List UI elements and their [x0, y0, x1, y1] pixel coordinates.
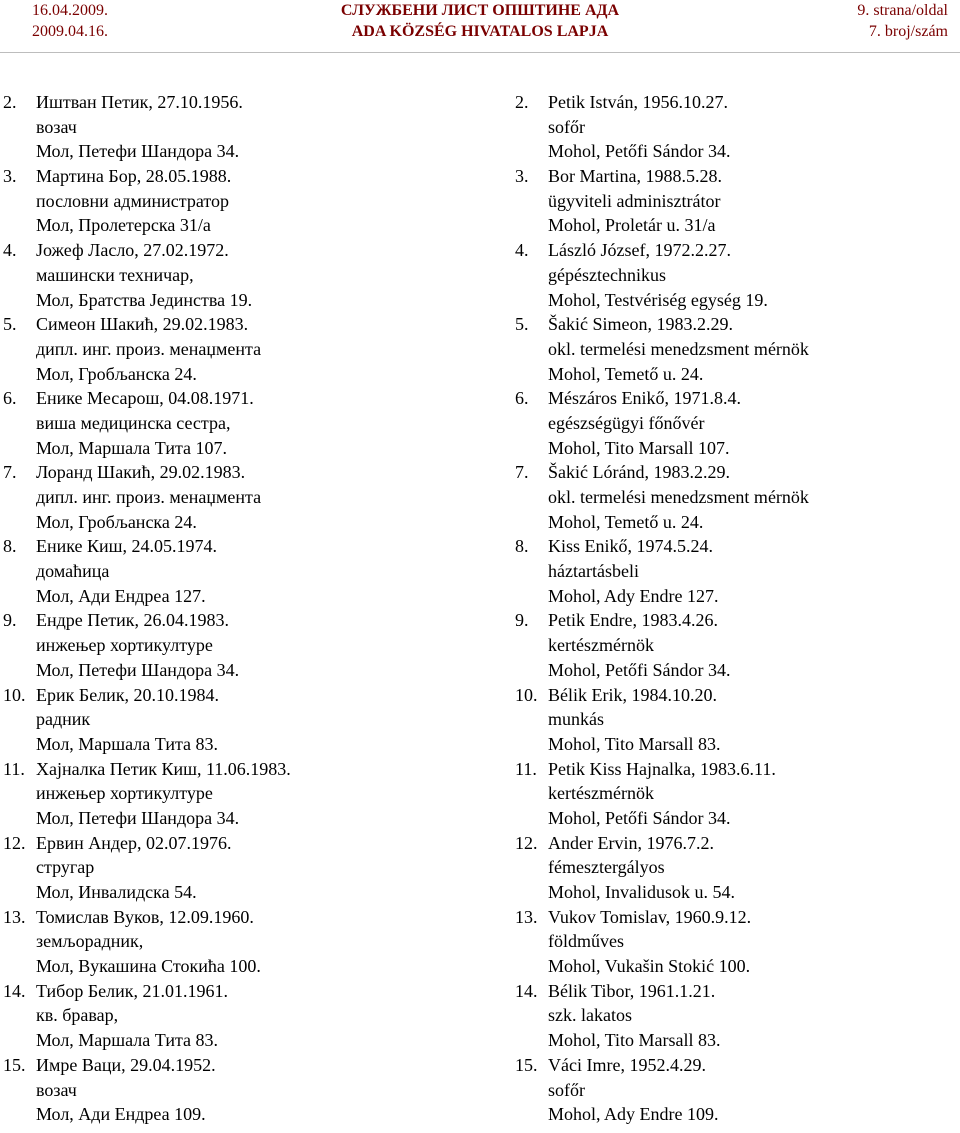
entry-job: машински техничар,	[36, 264, 194, 285]
entry-job: ügyviteli adminisztrátor	[548, 190, 721, 211]
entry-name: Petik István, 1956.10.27.	[548, 92, 728, 112]
list-item	[0, 386, 470, 460]
entry-address: Mohol, Proletár u. 31/a	[548, 215, 716, 236]
entry-number: 12.	[3, 832, 26, 853]
entry-address: Мол, Ади Ендреа 109.	[36, 1104, 206, 1125]
entry-number: 9.	[3, 610, 17, 631]
header-titles	[0, 0, 960, 42]
entry-number: 4.	[515, 240, 529, 261]
entry-address: Mohol, Tito Marsall 83.	[548, 1030, 721, 1051]
entry-number: 2.	[3, 92, 17, 112]
entry-number: 6.	[3, 388, 17, 409]
header-title-hu: ADA KÖZSÉG HIVATALOS LAPJA	[351, 23, 609, 40]
list-item	[515, 905, 955, 979]
entry-address: Mohol, Petőfi Sándor 34.	[548, 807, 731, 828]
entry-name: Mészáros Enikő, 1971.8.4.	[548, 388, 741, 409]
header-title-sr: СЛУЖБЕНИ ЛИСТ ОПШТИНЕ АДА	[340, 2, 620, 19]
entry-name: Томислав Вуков, 12.09.1960.	[36, 906, 254, 927]
entry-number: 10.	[515, 684, 538, 705]
entry-job: sofőr	[548, 1079, 585, 1100]
entry-name: Váci Imre, 1952.4.29.	[548, 1054, 706, 1075]
entry-number: 6.	[515, 388, 529, 409]
entry-address: Мол, Маршала Тита 83.	[36, 733, 219, 754]
entry-name: Хајналка Петик Киш, 11.06.1983.	[36, 758, 291, 779]
entry-name: Šakić Lóránd, 1983.2.29.	[548, 462, 730, 483]
entry-name: László József, 1972.2.27.	[548, 240, 731, 261]
list-item	[0, 683, 470, 757]
entry-name: Ервин Андер, 02.07.1976.	[36, 832, 232, 853]
list-item	[515, 831, 955, 905]
list-item	[0, 979, 470, 1053]
list-item	[515, 534, 955, 608]
entry-name: Bor Martina, 1988.5.28.	[548, 166, 722, 187]
entry-name: Енике Киш, 24.05.1974.	[36, 536, 218, 557]
list-item	[515, 979, 955, 1053]
entry-number: 9.	[515, 610, 529, 631]
entry-address: Мол, Петефи Шандора 34.	[36, 141, 240, 162]
entry-job: gépésztechnikus	[548, 264, 666, 285]
header-page-number: 9. strana/oldal	[857, 2, 948, 19]
entry-job: кв. бравар,	[36, 1005, 119, 1026]
entry-job: fémesztergályos	[548, 857, 665, 878]
entry-name: Енике Месарош, 04.08.1971.	[36, 388, 254, 409]
entry-name: Ерик Белик, 20.10.1984.	[36, 684, 220, 705]
entry-address: Мол, Пролетерска 31/а	[36, 215, 211, 236]
entry-number: 13.	[515, 906, 538, 927]
entry-address: Мол, Гробљанска 24.	[36, 363, 197, 384]
list-item	[0, 164, 470, 238]
list-item	[0, 238, 470, 312]
entry-name: Petik Endre, 1983.4.26.	[548, 610, 718, 631]
entry-name: Kiss Enikő, 1974.5.24.	[548, 536, 714, 557]
entry-number: 8.	[3, 536, 17, 557]
entry-address: Mohol, Temető u. 24.	[548, 511, 704, 532]
entry-address: Mohol, Invalidusok u. 54.	[548, 882, 735, 902]
list-item	[0, 90, 470, 164]
entry-number: 5.	[515, 314, 529, 335]
entry-name: Иштван Петик, 27.10.1956.	[36, 92, 243, 112]
entry-address: Mohol, Tito Marsall 107.	[548, 437, 730, 458]
list-item	[515, 608, 955, 682]
entry-number: 10.	[3, 684, 26, 705]
entry-number: 14.	[515, 980, 538, 1001]
list-item	[0, 1053, 470, 1127]
entry-address: Мол, Петефи Шандора 34.	[36, 659, 240, 680]
entry-address: Мол, Маршала Тита 83.	[36, 1030, 219, 1051]
list-item	[0, 534, 470, 608]
list-item	[515, 460, 955, 534]
entry-job: виша медицинска сестра,	[36, 412, 231, 433]
list-item	[515, 90, 955, 164]
list-item	[515, 683, 955, 757]
entry-number: 11.	[515, 758, 537, 779]
entry-address: Mohol, Petőfi Sándor 34.	[548, 659, 731, 680]
page-header	[0, 0, 960, 44]
list-item	[0, 831, 470, 905]
entry-number: 15.	[515, 1054, 538, 1075]
entry-address: Мол, Инвалидска 54.	[36, 882, 197, 902]
list-item	[0, 460, 470, 534]
entry-address: Мол, Ади Ендреа 127.	[36, 585, 206, 606]
entry-job: háztartásbeli	[548, 561, 639, 582]
entry-name: Јожеф Ласло, 27.02.1972.	[36, 240, 229, 261]
entry-job: munkás	[548, 709, 604, 730]
entry-number: 3.	[3, 166, 17, 187]
entry-job: kertészmérnök	[548, 783, 654, 804]
entry-number: 12.	[515, 832, 538, 853]
entry-job: okl. termelési menedzsment mérnök	[548, 487, 809, 507]
list-item	[515, 1053, 955, 1127]
entry-job: kertészmérnök	[548, 635, 654, 656]
entry-job: возач	[36, 1079, 77, 1100]
entry-job: okl. termelési menedzsment mérnök	[548, 338, 809, 359]
entry-address: Mohol, Testvériség egység 19.	[548, 289, 768, 310]
entry-address: Mohol, Petőfi Sándor 34.	[548, 141, 731, 162]
entry-address: Mohol, Vukašin Stokić 100.	[548, 956, 751, 977]
list-item	[515, 164, 955, 238]
header-page-info	[857, 0, 948, 42]
entry-number: 7.	[3, 462, 17, 483]
entry-job: sofőr	[548, 116, 585, 137]
entry-address: Mohol, Temető u. 24.	[548, 363, 704, 384]
hungarian-column	[515, 90, 955, 1127]
entry-name: Симеон Шакић, 29.02.1983.	[36, 314, 249, 335]
serbian-column	[0, 90, 470, 1127]
entry-job: инжењер хортикултуре	[36, 783, 213, 804]
header-date-sr: 16.04.2009.	[32, 2, 108, 19]
entry-number: 5.	[3, 314, 17, 335]
entry-name: Šakić Simeon, 1983.2.29.	[548, 314, 733, 335]
entry-number: 15.	[3, 1054, 26, 1075]
entry-address: Mohol, Ady Endre 109.	[548, 1104, 719, 1125]
entry-address: Мол, Братства Јединства 19.	[36, 289, 253, 310]
entry-name: Имре Ваци, 29.04.1952.	[36, 1054, 216, 1075]
entry-name: Bélik Erik, 1984.10.20.	[548, 684, 717, 705]
entry-job: дипл. инг. произ. менаџмента	[36, 338, 262, 359]
entry-number: 14.	[3, 980, 26, 1001]
entry-address: Mohol, Tito Marsall 83.	[548, 733, 721, 754]
entry-name: Лоранд Шакић, 29.02.1983.	[36, 462, 246, 483]
entry-number: 2.	[515, 92, 529, 112]
entry-name: Vukov Tomislav, 1960.9.12.	[548, 906, 752, 927]
entry-number: 13.	[3, 906, 26, 927]
entry-job: пословни администратор	[36, 190, 229, 211]
entry-job: szk. lakatos	[548, 1005, 632, 1026]
list-item	[515, 238, 955, 312]
list-item	[0, 312, 470, 386]
entry-name: Ендре Петик, 26.04.1983.	[36, 610, 230, 631]
entry-name: Мартина Бор, 28.05.1988.	[36, 166, 232, 187]
list-item	[515, 312, 955, 386]
entry-job: стругар	[36, 857, 95, 878]
entry-name: Тибор Белик, 21.01.1961.	[36, 980, 229, 1001]
entry-address: Mohol, Ady Endre 127.	[548, 585, 719, 606]
header-date-hu: 2009.04.16.	[32, 23, 108, 40]
entry-address: Мол, Маршала Тита 107.	[36, 437, 228, 458]
entry-number: 11.	[3, 758, 25, 779]
entry-job: egészségügyi főnővér	[548, 412, 705, 433]
entry-job: инжењер хортикултуре	[36, 635, 213, 656]
entry-address: Мол, Петефи Шандора 34.	[36, 807, 240, 828]
list-item	[515, 757, 955, 831]
entry-number: 3.	[515, 166, 529, 187]
entry-address: Мол, Вукашина Стокића 100.	[36, 956, 261, 977]
header-issue-number: 7. broj/szám	[868, 23, 948, 40]
entry-address: Мол, Гробљанска 24.	[36, 511, 197, 532]
entry-name: Ander Ervin, 1976.7.2.	[548, 832, 714, 853]
list-item	[515, 386, 955, 460]
header-divider	[0, 52, 960, 53]
entry-job: домаћица	[36, 561, 110, 582]
entry-name: Bélik Tibor, 1961.1.21.	[548, 980, 716, 1001]
entry-job: földműves	[548, 931, 624, 952]
entry-job: дипл. инг. произ. менаџмента	[36, 487, 262, 507]
entry-job: радник	[36, 709, 91, 730]
entry-number: 8.	[515, 536, 529, 557]
entry-number: 4.	[3, 240, 17, 261]
list-item	[0, 608, 470, 682]
entry-number: 7.	[515, 462, 529, 483]
entry-job: возач	[36, 116, 77, 137]
entry-name: Petik Kiss Hajnalka, 1983.6.11.	[548, 758, 776, 779]
entry-job: земљорадник,	[36, 931, 144, 952]
list-item	[0, 905, 470, 979]
list-item	[0, 757, 470, 831]
